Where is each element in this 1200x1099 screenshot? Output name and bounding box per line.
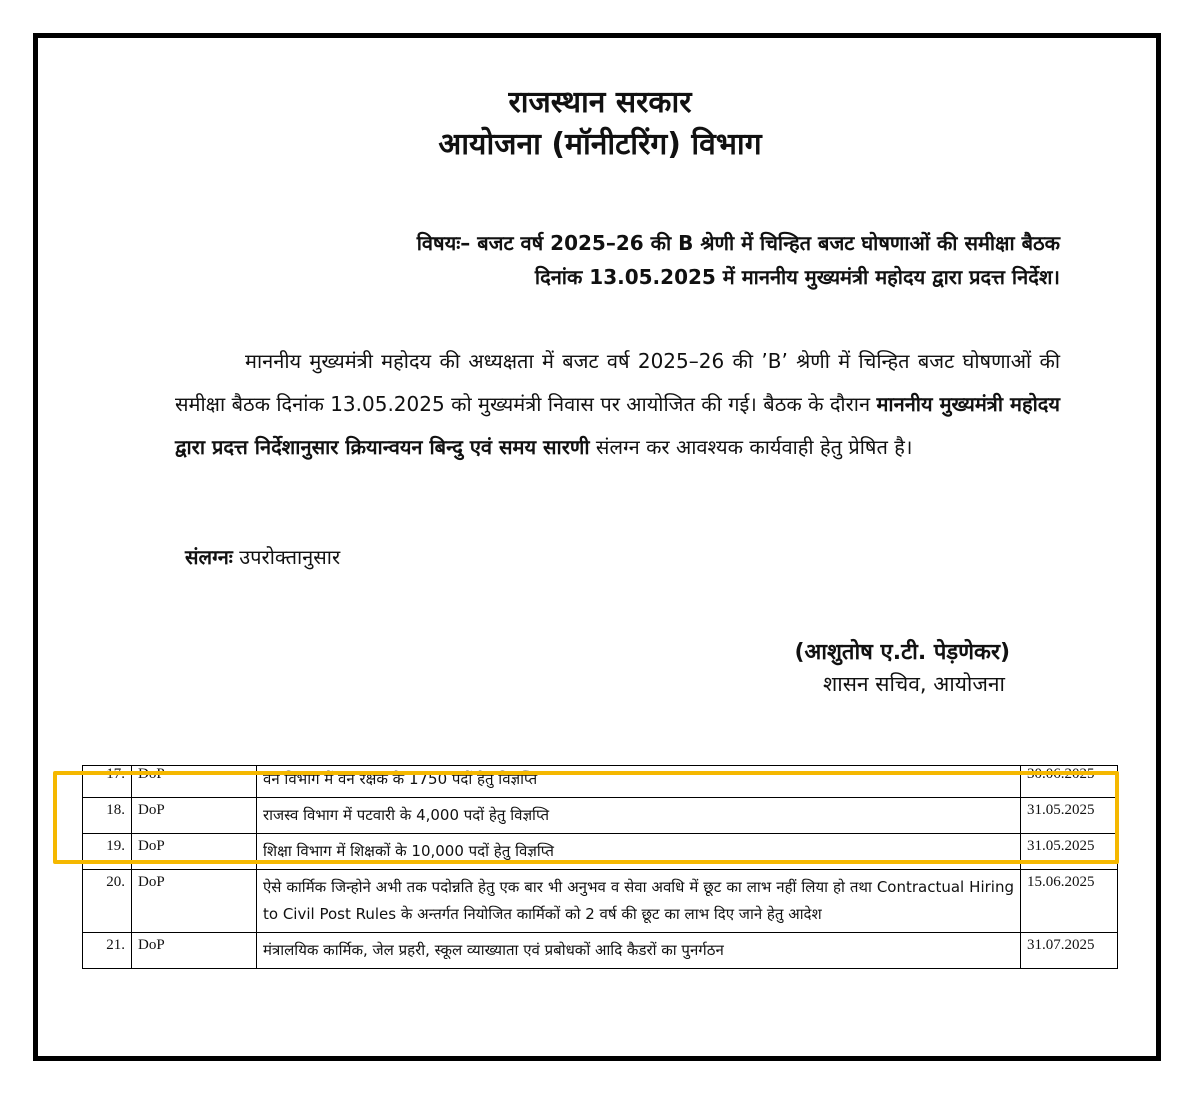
body-text-2: संलग्न कर आवश्यक कार्यवाही हेतु प्रेषित है। [589, 435, 913, 459]
serial-number: 17. [83, 766, 132, 798]
enclosure-value: उपरोक्तानुसार [239, 545, 341, 569]
department-code: DoP [132, 766, 257, 798]
govt-title: राजस्थान सरकार [508, 85, 692, 120]
subject-line-1: विषयः– बजट वर्ष 2025–26 की B श्रेणी में चिन्हित बजट घोषणाओं की समीक्षा बैठक [416, 231, 1060, 255]
highlight-box [53, 771, 1119, 864]
signatory-designation: शासन सचिव, आयोजना [823, 672, 1005, 696]
department-title: आयोजना (मॉनीटरिंग) विभाग [438, 127, 762, 162]
serial-number: 19. [83, 834, 132, 870]
enclosure [185, 543, 340, 570]
subject-block [175, 226, 1060, 294]
action-point: ऐसे कार्मिक जिन्होने अभी तक पदोन्नति हेतु एक बार भी अनुभव व सेवा अवधि में छूट का लाभ नहीं लिया हो तथा Contractual Hiring to Civil Post Rules के अन्तर्गत नियोजित कार्मिकों को 2 वर्ष की छूट का लाभ दिए जाने हेतु आदेश [257, 870, 1021, 933]
subject-line-2: दिनांक 13.05.2025 में माननीय मुख्यमंत्री महोदय द्वारा प्रदत्त निर्देश। [534, 265, 1060, 289]
signatory-name: (आशुतोष ए.टी. पेड़णेकर) [794, 640, 1010, 665]
table-row [83, 870, 1118, 933]
enclosure-label: संलग्नः [185, 545, 233, 569]
target-date: 30.06.2025 [1021, 766, 1118, 798]
target-date: 31.05.2025 [1021, 798, 1118, 834]
department-code: DoP [132, 798, 257, 834]
action-point: राजस्व विभाग में पटवारी के 4,000 पदों हेतु विज्ञप्ति [257, 798, 1021, 834]
action-point: शिक्षा विभाग में शिक्षकों के 10,000 पदों हेतु विज्ञप्ति [257, 834, 1021, 870]
body-text-bold: माननीय मुख्यमंत्री महोदय द्वारा प्रदत्त निर्देशानुसार क्रियान्वयन बिन्दु एवं समय सारणी [175, 392, 1060, 459]
body-paragraph [175, 340, 1060, 469]
serial-number: 21. [83, 933, 132, 969]
action-point: मंत्रालयिक कार्मिक, जेल प्रहरी, स्कूल व्याख्याता एवं प्रबोधकों आदि कैडरों का पुनर्गठन [257, 933, 1021, 969]
department-code: DoP [132, 834, 257, 870]
target-date: 31.05.2025 [1021, 834, 1118, 870]
serial-number: 18. [83, 798, 132, 834]
department-code: DoP [132, 870, 257, 933]
target-date: 31.07.2025 [1021, 933, 1118, 969]
target-date: 15.06.2025 [1021, 870, 1118, 933]
serial-number: 20. [83, 870, 132, 933]
table-row [83, 933, 1118, 969]
body-text-1: माननीय मुख्यमंत्री महोदय की अध्यक्षता में बजट वर्ष 2025–26 की ’B’ श्रेणी में चिन्हित बजट घोषणाओं की समीक्षा बैठक दिनांक 13.05.2025 को मुख्यमंत्री निवास पर आयोजित की गई। बैठक के दौरान [175, 349, 1060, 416]
action-point: वन विभाग में वन रक्षक के 1750 पदों हेतु विज्ञप्ति [257, 766, 1021, 798]
department-code: DoP [132, 933, 257, 969]
